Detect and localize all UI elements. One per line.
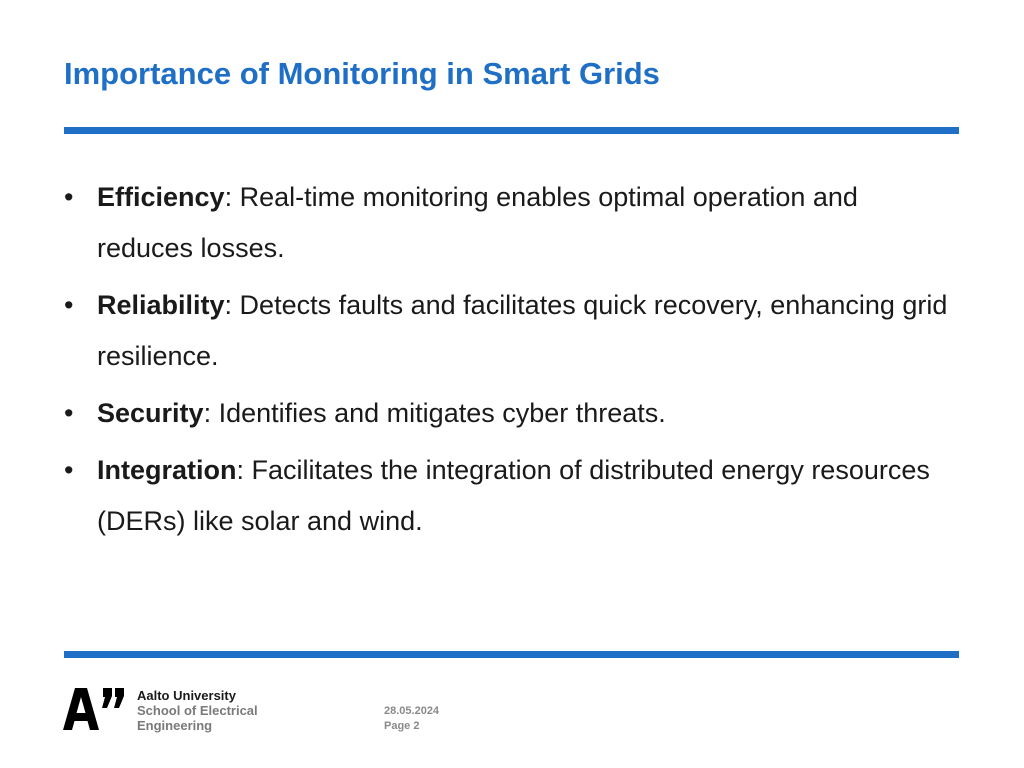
title-divider bbox=[64, 127, 959, 134]
slide-title: Importance of Monitoring in Smart Grids bbox=[64, 56, 660, 91]
bullet-list bbox=[64, 172, 954, 553]
school-name-line1: School of Electrical bbox=[137, 703, 258, 718]
footer-divider bbox=[64, 651, 959, 658]
bullet-item-security bbox=[64, 388, 954, 439]
bullet-description: : Real-time monitoring enables optimal operation and reduces losses. bbox=[97, 182, 858, 263]
slide-date: 28.05.2024 bbox=[384, 705, 440, 717]
bullet-term: Integration bbox=[97, 455, 237, 485]
bullet-marker: • bbox=[64, 398, 74, 428]
bullet-term: Efficiency bbox=[97, 182, 225, 212]
bullet-text bbox=[97, 280, 954, 382]
footer-meta bbox=[384, 704, 439, 734]
bullet-term: Security bbox=[97, 398, 204, 428]
organization-name bbox=[137, 688, 258, 733]
bullet-description: : Identifies and mitigates cyber threats. bbox=[203, 398, 666, 428]
aalto-a-logo-icon bbox=[63, 688, 125, 730]
bullet-marker: • bbox=[64, 182, 74, 212]
bullet-item-efficiency bbox=[64, 172, 954, 274]
bullet-description: : Detects faults and facilitates quick recovery, enhancing grid resilience. bbox=[97, 290, 948, 371]
bullet-text bbox=[97, 445, 954, 547]
bullet-term: Reliability bbox=[97, 290, 225, 320]
school-name-line2: Engineering bbox=[137, 718, 213, 733]
bullet-marker: • bbox=[64, 290, 74, 320]
bullet-item-reliability bbox=[64, 280, 954, 382]
bullet-description: : Facilitates the integration of distributed energy resources (DERs) like solar and wind. bbox=[97, 455, 930, 536]
bullet-item-integration bbox=[64, 445, 954, 547]
bullet-text bbox=[97, 172, 954, 274]
page-number: Page 2 bbox=[384, 720, 420, 732]
bullet-text bbox=[97, 388, 954, 439]
bullet-marker: • bbox=[64, 455, 74, 485]
university-name: Aalto University bbox=[137, 688, 236, 703]
